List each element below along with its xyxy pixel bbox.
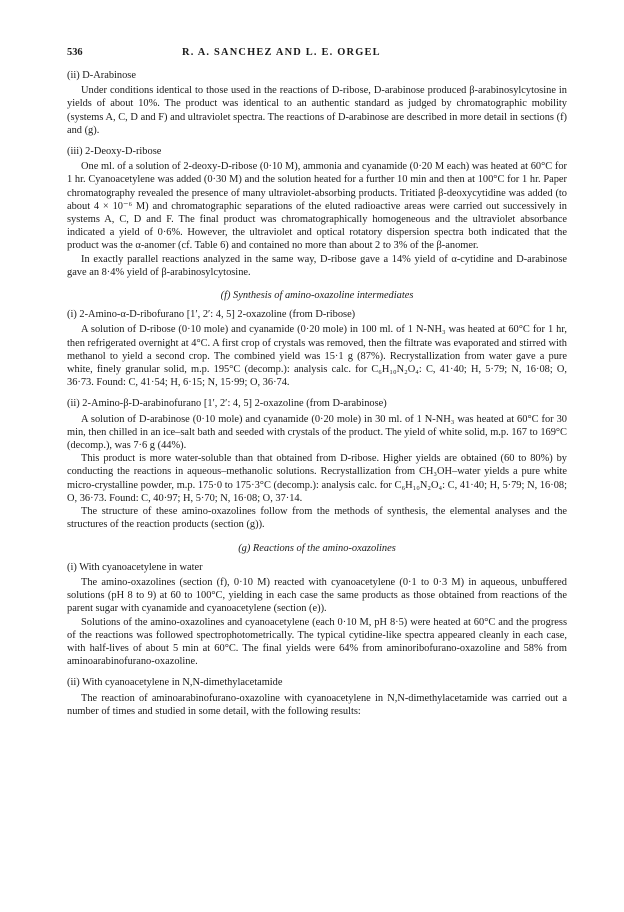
subsection-heading: (ii) D-Arabinose <box>67 70 136 81</box>
paragraph: The reaction of aminoarabinofurano-oxazoline with cyanoacetylene in N,N-dimethylacetamide was carried out a number of times and studied in some detail, with the following results: <box>67 692 567 717</box>
page-header <box>67 46 567 60</box>
paper-page <box>67 46 567 718</box>
page-number: 536 <box>67 47 83 58</box>
section-heading: (g) Reactions of the amino-oxazolines <box>238 542 396 554</box>
paragraph: The amino-oxazolines (section (f), 0·10 M) reacted with cyanoacetylene (0·1 to 0·3 M) in aqueous, unbuffered solutions (pH 8 to 9) at 60 to 100°C, yielding in each case the same products as those obtained from reactions of the parent sugar with cyanamide and cyanoacetylene (section (e)). <box>67 576 567 615</box>
running-title: R. A. SANCHEZ AND L. E. ORGEL <box>182 47 381 58</box>
subsection-heading: (i) With cyanoacetylene in water <box>67 561 203 573</box>
paragraph: Solutions of the amino-oxazolines and cyanoacetylene (each 0·10 M, pH 8·5) were heated at 60°C and the progress of the reactions was followed spectrophotometrically. The typical cytidine-like spectra appeared cleanly in each case, with half-lives of about 5 min at 60°C. The final yields were 64% from aminoribofurano-oxazoline and 58% from aminoarabinofurano-oxazoline. <box>67 616 567 668</box>
paragraph: The structure of these amino-oxazolines follow from the methods of synthesis, the elemental analyses and the structures of the reaction products (section (g)). <box>67 506 567 531</box>
paragraph: A solution of D-ribose (0·10 mole) and cyanamide (0·20 mole) in 100 ml. of 1 N-NH₃ was heated at 60°C for 1 hr, then refrigerated overnight at 4°C. A first crop of crystals was removed, then the filtrate was evaporated and stirred with methanol to yield a second crop. The combined yield was 15·1 g (87%). Recrystallization from water gave a pure white, finely granular solid, m.p. 195°C (decomp.): analysis calc. for C₆H₁₀N₂O₄: C, 41·40; H, 5·79; N, 16·08; O, 36·73. Found: C, 41·54; H, 6·15; N, 15·99; O, 36·74. <box>67 324 567 389</box>
paragraph: Under conditions identical to those used in the reactions of D-ribose, D-arabinose produced β-arabinosylcytosine in yields of about 10%. The product was identical to an authentic standard as judged by chromatographic mobility (systems A, C, D and F) and ultraviolet spectra. The reactions of D-arabinose are described in more detail in sections (f) and (g). <box>67 85 567 136</box>
subsection-heading: (iii) 2-Deoxy-D-ribose <box>67 146 162 158</box>
subsection-heading: (ii) With cyanoacetylene in N,N-dimethylacetamide <box>67 677 283 689</box>
paragraph: In exactly parallel reactions analyzed in the same way, D-ribose gave a 14% yield of α-cytidine and D-arabinose gave an 8·4% yield of β-arabinosylcytosine. <box>67 253 567 278</box>
paragraph: One ml. of a solution of 2-deoxy-D-ribose (0·10 M), ammonia and cyanamide (0·20 M each) was heated at 60°C for 1 hr. Cyanoacetylene was added (0·30 M) and the solution heated for a further 10 min and then at 100°C for 1 hr. Paper chromatography revealed the presence of many ultraviolet-absorbing products. Tritiated β-deoxycytidine was added (to about 4 × 10⁻⁶ M) and chromatographic separations of the eluted radioactive areas were carried out successively in systems A, C, D and F. The final product was chromatographically homogeneous and the ultraviolet absorbance indicated a yield of 0·6%. However, the ultraviolet and optical rotatory dispersion spectra both indicated that the product was the α-anomer (cf. Table 6) and contained no more than about 2 to 3% of the β-anomer. <box>67 161 567 252</box>
paragraph: This product is more water-soluble than that obtained from D-ribose. Higher yields are obtained (60 to 80%) by conducting the reactions in aqueous–methanolic solutions. Recrystallization from CH₃OH–water yields a pure white micro-crystalline powder, m.p. 175·0 to 175·3°C (decomp.): analysis calc. for C₆H₁₀N₂O₄: C, 41·40; H, 5·79; N, 16·08; O, 36·73. Found: C, 40·97; H, 5·70; N, 16·08; O, 37·14. <box>67 453 567 504</box>
subsection-heading: (ii) 2-Amino-β-D-arabinofurano [1′, 2′: 4, 5] 2-oxazoline (from D-arabinose) <box>67 398 387 410</box>
subsection-heading: (i) 2-Amino-α-D-ribofurano [1′, 2′: 4, 5] 2-oxazoline (from D-ribose) <box>67 309 356 321</box>
paragraph: A solution of D-arabinose (0·10 mole) and cyanamide (0·20 mole) in 30 ml. of 1 N-NH₃ was heated at 60°C for 30 min, then chilled in an ice–salt bath and seeded with crystals of the product. The yield of white solid, m.p. 167 to 169°C (decomp.), was 7·6 g (44%). <box>67 413 567 452</box>
section-heading: (f) Synthesis of amino-oxazoline intermediates <box>220 290 414 302</box>
